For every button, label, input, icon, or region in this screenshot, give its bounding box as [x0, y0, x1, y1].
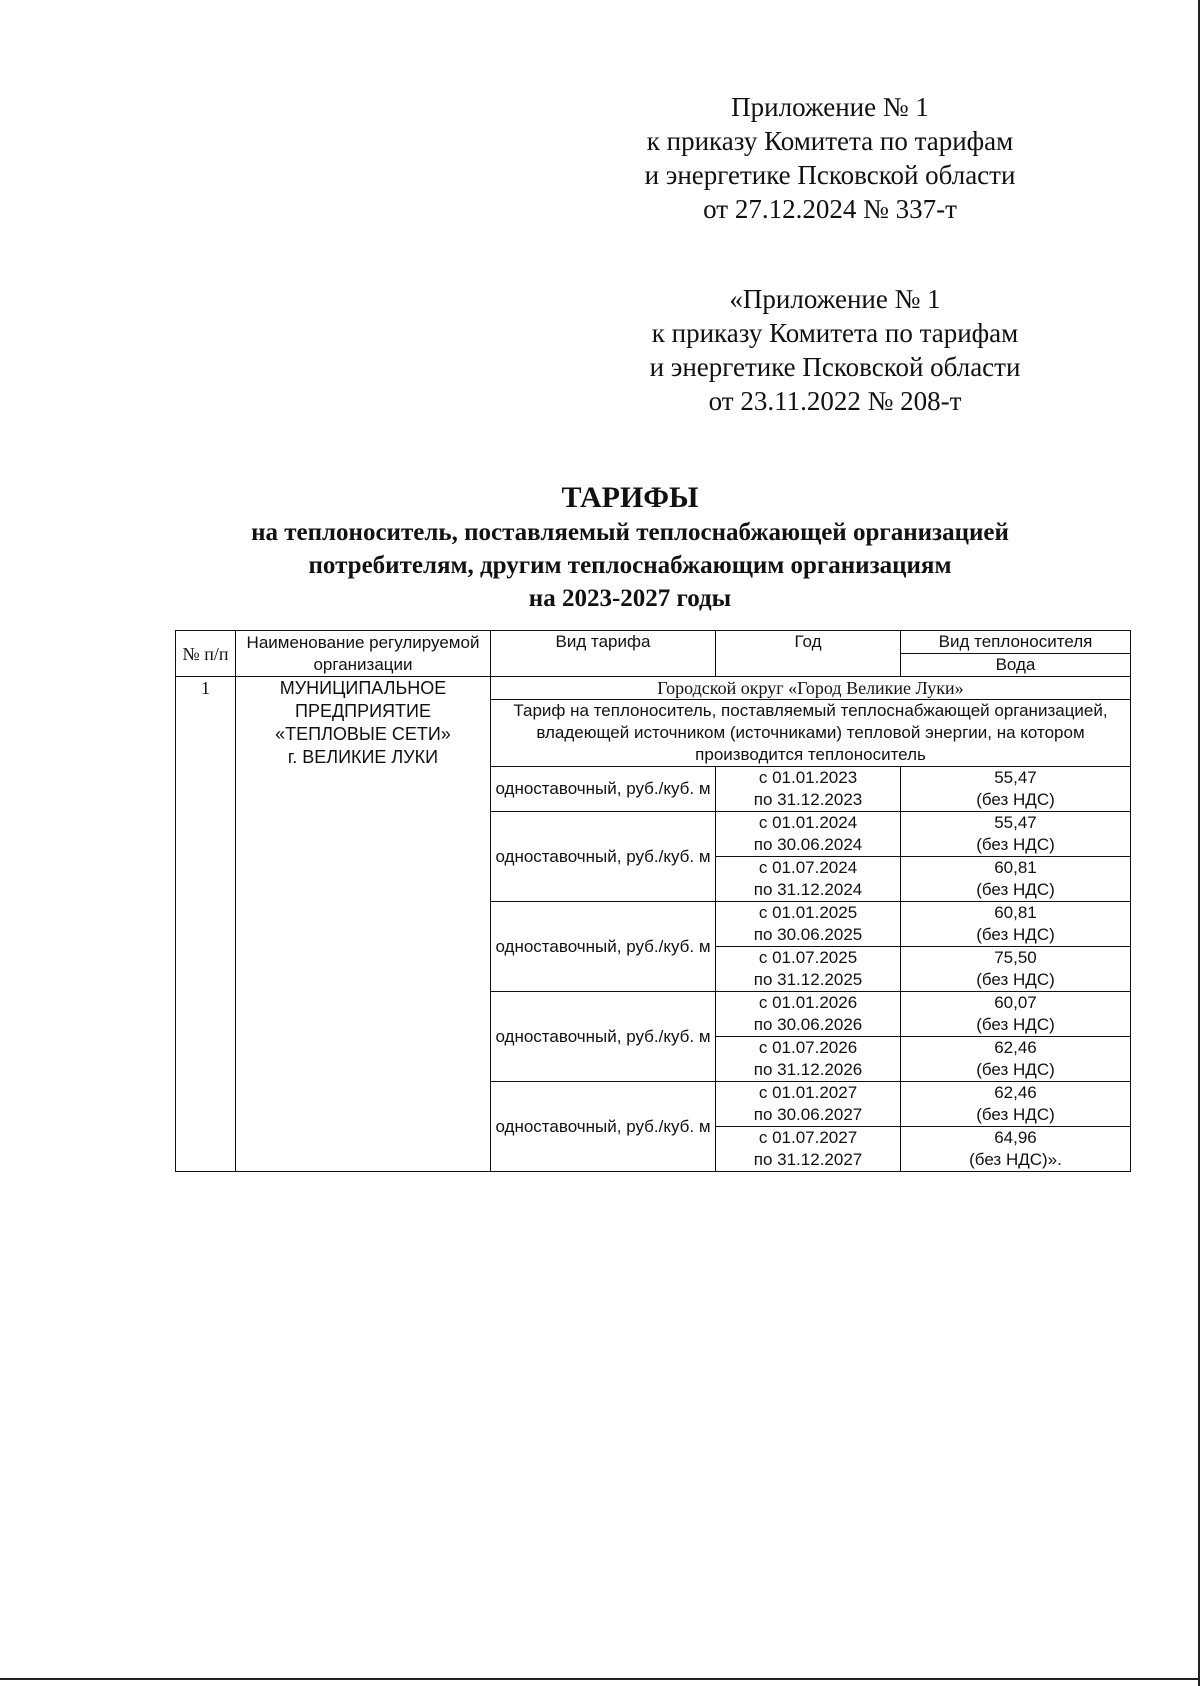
header-carrier: Вид теплоносителя: [901, 631, 1131, 654]
tariff-value-cell: [901, 1037, 1131, 1082]
tariff-value: 64,96: [994, 1128, 1037, 1147]
tariff-vat: (без НДС): [976, 1060, 1055, 1079]
period-from: с 01.07.2024: [758, 858, 858, 877]
appendix-line: к приказу Комитета по тарифам: [651, 318, 1019, 348]
period-cell: [716, 1127, 901, 1172]
tariff-value-cell: [901, 1082, 1131, 1127]
tariff-value: 75,50: [994, 948, 1037, 967]
appendix-header-original: [620, 282, 1050, 418]
tariff-value-cell: [901, 902, 1131, 947]
tariff-value-cell: [901, 767, 1131, 812]
tariff-value: 55,47: [994, 813, 1037, 832]
tariff-vat: (без НДС): [976, 790, 1055, 809]
period-to: по 31.12.2023: [753, 790, 863, 809]
tariff-vat: (без НДС): [976, 970, 1055, 989]
period-cell: [716, 992, 901, 1037]
period-to: по 30.06.2027: [753, 1105, 863, 1124]
period-cell: [716, 1082, 901, 1127]
title-line: потребителям, другим теплоснабжающим организациям: [308, 552, 952, 579]
tariff-vat: (без НДС): [976, 880, 1055, 899]
header-year: Год: [716, 631, 901, 677]
header-num: № п/п: [176, 631, 236, 677]
title-line: на теплоноситель, поставляемый теплоснабжающей организацией: [251, 519, 1009, 546]
tariff-vat: (без НДС): [976, 1015, 1055, 1034]
tariff-value-cell: [901, 812, 1131, 857]
appendix-line: «Приложение № 1: [729, 284, 941, 314]
page-edge-bottom: [0, 1678, 1200, 1680]
period-from: с 01.07.2025: [758, 948, 858, 967]
period-cell: [716, 812, 901, 857]
period-cell: [716, 902, 901, 947]
period-cell: [716, 1037, 901, 1082]
org-name-line: г. ВЕЛИКИЕ ЛУКИ: [287, 747, 439, 767]
org-name-line: МУНИЦИПАЛЬНОЕ: [279, 678, 447, 698]
title-line: на 2023-2027 годы: [528, 585, 732, 612]
tariff-type-cell: одноставочный, руб./куб. м: [491, 992, 716, 1082]
period-cell: [716, 947, 901, 992]
period-from: с 01.07.2027: [758, 1128, 858, 1147]
table-header-row: [176, 631, 1131, 654]
appendix-line: от 27.12.2024 № 337-т: [703, 194, 957, 224]
appendix-line: и энергетике Псковской области: [649, 352, 1021, 382]
tariff-value: 62,46: [994, 1038, 1037, 1057]
tariff-value: 62,46: [994, 1083, 1037, 1102]
tariff-value: 60,81: [994, 858, 1037, 877]
period-from: с 01.01.2025: [758, 903, 858, 922]
header-tariff-type: Вид тарифа: [491, 631, 716, 677]
period-from: с 01.07.2026: [758, 1038, 858, 1057]
period-cell: [716, 857, 901, 902]
organization-name: [236, 677, 491, 1172]
tariff-vat: (без НДС): [976, 1105, 1055, 1124]
period-from: с 01.01.2023: [758, 768, 858, 787]
period-from: с 01.01.2027: [758, 1083, 858, 1102]
tariff-value-cell: [901, 857, 1131, 902]
row-number: 1: [176, 677, 236, 1172]
table-row: [176, 677, 1131, 700]
tariff-value-cell: [901, 947, 1131, 992]
appendix-header-current: [620, 90, 1040, 226]
period-to: по 31.12.2026: [753, 1060, 863, 1079]
period-to: по 31.12.2027: [753, 1150, 863, 1169]
tariff-type-cell: одноставочный, руб./куб. м: [491, 812, 716, 902]
tariffs-table: [175, 630, 1131, 1172]
org-name-line: ПРЕДПРИЯТИЕ: [295, 701, 431, 721]
appendix-line: Приложение № 1: [731, 92, 929, 122]
appendix-line: от 23.11.2022 № 208-т: [708, 386, 962, 416]
period-to: по 30.06.2024: [753, 835, 863, 854]
period-to: по 30.06.2025: [753, 925, 863, 944]
appendix-line: и энергетике Псковской области: [644, 160, 1016, 190]
tariff-vat: (без НДС): [976, 925, 1055, 944]
period-cell: [716, 767, 901, 812]
header-carrier-water: Вода: [901, 654, 1131, 677]
tariff-type-cell: одноставочный, руб./куб. м: [491, 767, 716, 812]
tariff-value: 60,07: [994, 993, 1037, 1012]
period-to: по 30.06.2026: [753, 1015, 863, 1034]
title-main: ТАРИФЫ: [561, 481, 699, 514]
tariff-value-cell: [901, 992, 1131, 1037]
org-name-line: «ТЕПЛОВЫЕ СЕТИ»: [275, 724, 451, 744]
tariff-type-cell: одноставочный, руб./куб. м: [491, 1082, 716, 1172]
tariff-description: Тариф на теплоноситель, поставляемый теплоснабжающей организацией, владеющей источником (источниками) тепловой энергии, на котором производится теплоноситель: [491, 700, 1131, 767]
header-org: Наименование регулируемой организации: [236, 631, 491, 677]
tariff-value-cell: [901, 1127, 1131, 1172]
period-from: с 01.01.2024: [758, 813, 858, 832]
period-to: по 31.12.2024: [753, 880, 863, 899]
tariff-vat: (без НДС)».: [969, 1150, 1062, 1169]
tariff-value: 60,81: [994, 903, 1037, 922]
district-name: Городской округ «Город Великие Луки»: [491, 677, 1131, 700]
tariff-type-cell: одноставочный, руб./куб. м: [491, 902, 716, 992]
period-to: по 31.12.2025: [753, 970, 863, 989]
tariff-vat: (без НДС): [976, 835, 1055, 854]
appendix-line: к приказу Комитета по тарифам: [646, 126, 1014, 156]
document-title: [160, 480, 1100, 615]
period-from: с 01.01.2026: [758, 993, 858, 1012]
tariff-value: 55,47: [994, 768, 1037, 787]
